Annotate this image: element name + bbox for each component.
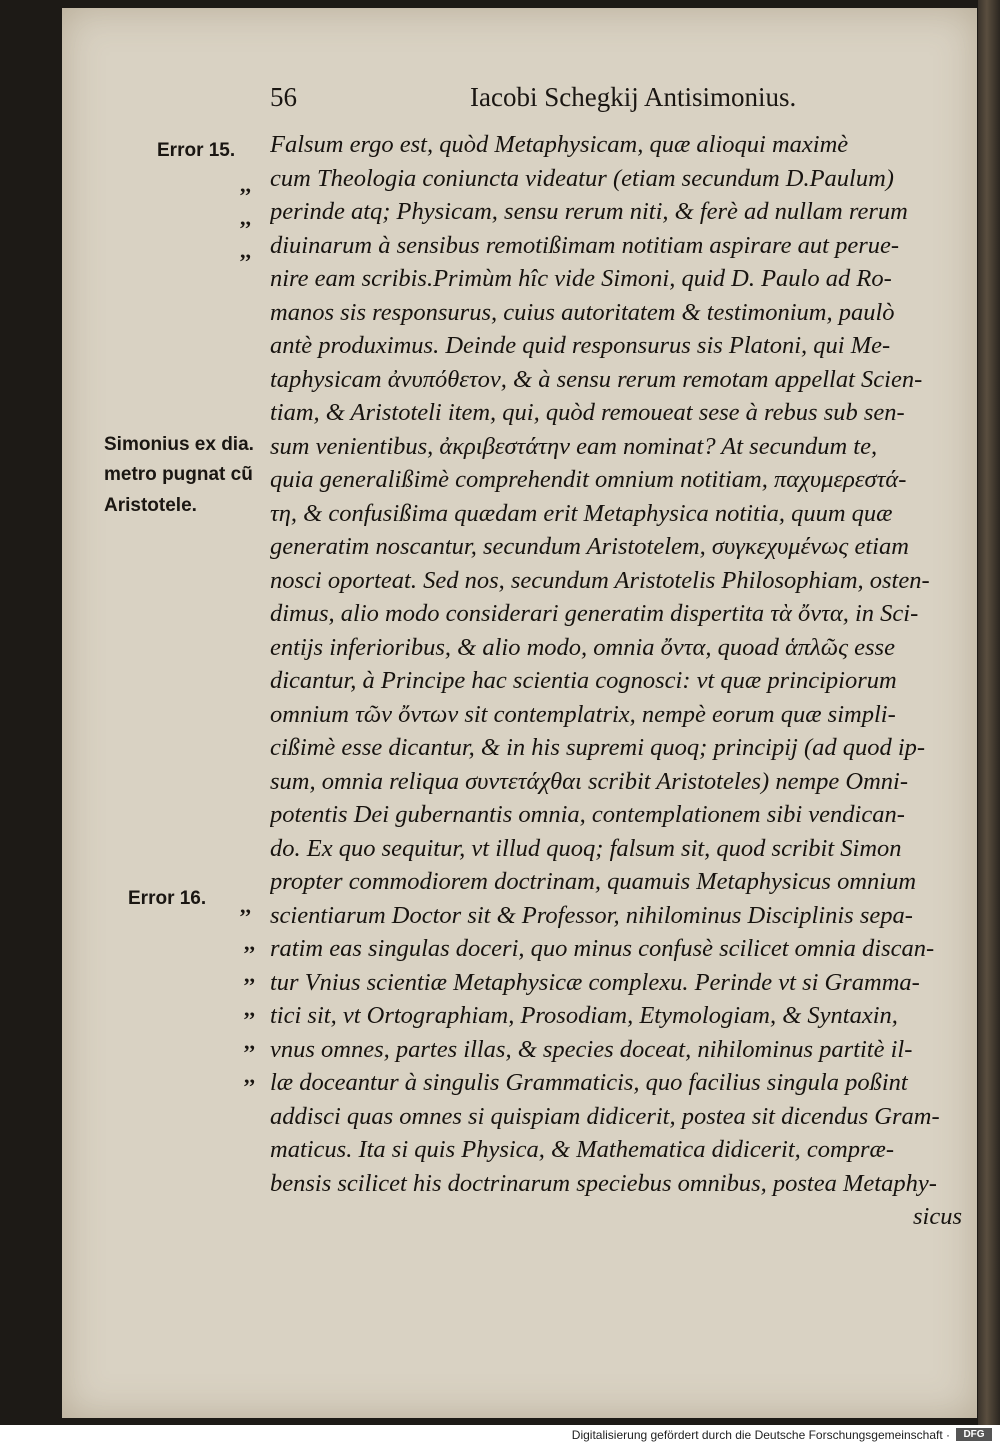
text-line: generatim noscantur, secundum Aristotelem, συγκεχυμένως etiam	[270, 533, 909, 560]
footer-credit: Digitalisierung gefördert durch die Deutsche Forschungsgemeinschaft ·	[571, 1428, 950, 1442]
text-line: antè produximus. Deinde quid responsurus sis Platoni, qui Me-	[270, 332, 891, 359]
dfg-logo: DFG	[956, 1428, 992, 1441]
body-text	[270, 128, 970, 1234]
quote-mark: ,,	[244, 1063, 255, 1088]
margin-note-metro: metro pugnat cũ	[104, 464, 253, 485]
quote-mark: ,,	[244, 962, 255, 987]
text-line: propter commodiorem doctrinam, quamuis Metaphysicus omnium	[270, 868, 917, 895]
text-line: entijs inferioribus, & alio modo, omnia ὄντα, quoad ἁπλῶς esse	[270, 633, 895, 661]
text-line: diuinarum à sensibus remotißimam notitiam aspirare aut perue-	[270, 231, 900, 259]
text-line: nire eam scribis.Primùm hîc vide Simoni, quid D. Paulo ad Ro-	[270, 265, 892, 292]
text-line: omnium τῶν ὄντων sit contemplatrix, nempè eorum quæ simpli-	[270, 700, 896, 728]
text-line: maticus. Ita si quis Physica, & Mathematica didicerit, compræ-	[270, 1136, 894, 1163]
quote-mark: ,,	[244, 1029, 255, 1054]
text-line: tiam, & Aristoteli item, qui, quòd remoueat sese à rebus sub sen-	[270, 399, 905, 426]
margin-note-error-16: Error 16.	[128, 888, 207, 909]
quote-mark: ,,	[240, 172, 251, 197]
text-line: potentis Dei gubernantis omnia, contemplationem sibi vendican-	[270, 801, 905, 828]
text-line: læ doceantur à singulis Grammaticis, quo facilius singula poßint	[270, 1069, 908, 1096]
text-line: addisci quas omnes si quispiam didicerit, postea sit dicendus Gram-	[270, 1102, 940, 1130]
quote-mark: ,,	[240, 238, 251, 263]
text-line: tici sit, vt Ortographiam, Prosodiam, Etymologiam, & Syntaxin,	[270, 1002, 898, 1029]
running-title: Iacobi Schegkij Antisimonius.	[470, 82, 797, 112]
text-line: τη, & confusißima quædam erit Metaphysica notitia, quum quæ	[270, 499, 893, 527]
text-line: do. Ex quo sequitur, vt illud quoq; falsum sit, quod scribit Simon	[270, 834, 902, 862]
text-line: scientiarum Doctor sit & Professor, nihilominus Disciplinis sepa-	[270, 901, 913, 929]
page-number: 56	[270, 82, 297, 112]
quote-mark: ,,	[244, 996, 255, 1021]
text-line: sicus	[913, 1203, 962, 1230]
text-line: sum venientibus, ἀκριβεστάτην eam nominat? At secundum te,	[270, 432, 878, 460]
footer-bar	[0, 1425, 1000, 1445]
text-line: nosci oporteat. Sed nos, secundum Aristotelis Philosophiam, osten-	[270, 566, 930, 594]
running-head	[270, 82, 970, 122]
text-line: bensis scilicet his doctrinarum speciebus omnibus, postea Metaphy-	[270, 1169, 937, 1197]
quote-mark: ,,	[240, 205, 251, 230]
quote-mark: ,,	[240, 893, 251, 918]
text-line: cißimè esse dicantur, & in his supremi quoq; principij (ad quod ip-	[270, 734, 926, 761]
text-line: sum, omnia reliqua συντετάχθαι scribit Aristoteles) nempe Omni-	[270, 767, 908, 795]
text-line: taphysicam ἀνυπόθετον, & à sensu rerum remotam appellat Scien-	[270, 365, 923, 393]
text-line: Falsum ergo est, quòd Metaphysicam, quæ alioqui maximè	[270, 131, 849, 158]
book-edge	[978, 0, 1000, 1425]
text-line: perinde atq; Physicam, sensu rerum niti, & ferè ad nullam rerum	[270, 198, 908, 225]
text-line: ratim eas singulas doceri, quo minus confusè scilicet omnia discan-	[270, 935, 935, 962]
text-line: dimus, alio modo considerari generatim dispertita τὰ ὄντα, in Sci-	[270, 600, 919, 627]
margin-note-simonius: Simonius ex dia.	[104, 434, 254, 455]
text-line: quia generalißimè comprehendit omnium notitiam, παχυμερεστά-	[270, 466, 907, 493]
margin-note-aristotele: Aristotele.	[104, 495, 197, 516]
text-line: tur Vnius scientiæ Metaphysicæ complexu. Perinde vt si Gramma-	[270, 968, 920, 996]
text-line: cum Theologia coniuncta videatur (etiam secundum D.Paulum)	[270, 164, 894, 192]
quote-mark: ,,	[244, 930, 255, 955]
text-line: vnus omnes, partes illas, & species doceat, nihilominus partitè il-	[270, 1035, 913, 1063]
margin-note-error-15: Error 15.	[157, 140, 236, 161]
text-line: manos sis responsurus, cuius autoritatem & testimonium, paulò	[270, 298, 895, 326]
text-line: dicantur, à Principe hac scientia cognosci: vt quæ principiorum	[270, 667, 897, 694]
